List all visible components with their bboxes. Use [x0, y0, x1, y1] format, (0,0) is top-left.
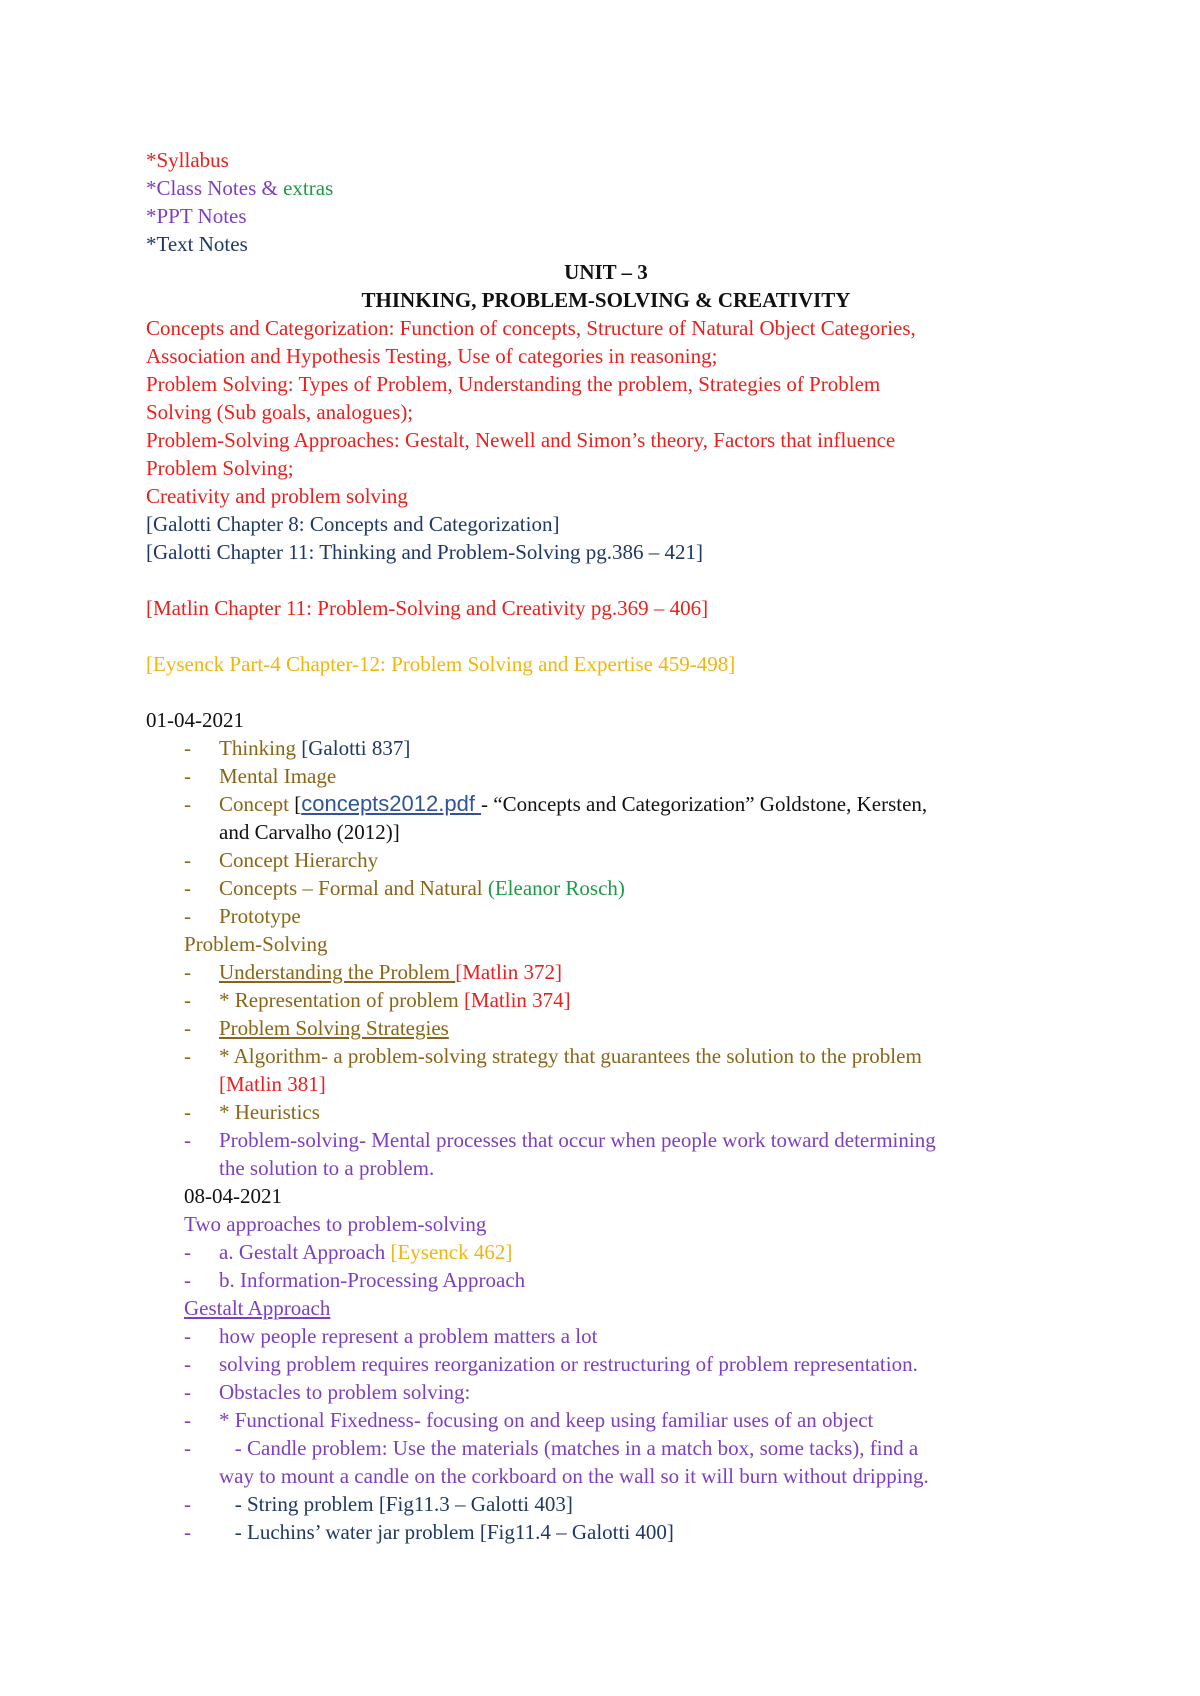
list-item-thinking: - Thinking [Galotti 837] [184, 736, 411, 760]
reference-galotti-ch8: [Galotti Chapter 8: Concepts and Categorization] [146, 512, 560, 536]
list-dash: - [184, 1408, 191, 1432]
list-item-concept-cont: and Carvalho (2012)] [219, 820, 400, 844]
document-page [146, 146, 1066, 1546]
list-item-concept: - Concept [concepts2012.pdf - “Concepts and Categorization” Goldstone, Kersten, [184, 791, 928, 816]
session-date: 01-04-2021 [146, 708, 244, 732]
two-approaches-heading: Two approaches to problem-solving [184, 1212, 487, 1236]
rosch-reference: (Eleanor Rosch) [487, 876, 625, 900]
reference-galotti-ch11: [Galotti Chapter 11: Thinking and Problem-Solving pg.386 – 421] [146, 540, 704, 564]
list-item-representation: - * Representation of problem [Matlin 374] [184, 988, 571, 1012]
syllabus-line: Association and Hypothesis Testing, Use of categories in reasoning; [146, 344, 718, 368]
matlin-372-reference: [Matlin 372] [455, 960, 562, 984]
session-date: 08-04-2021 [184, 1184, 282, 1208]
thinking-reference: [Galotti 837] [301, 736, 411, 760]
list-item-luchins: - - Luchins’ water jar problem [Fig11.4 – Galotti 400] [184, 1520, 674, 1544]
eysenck-462-reference: [Eysenck 462] [390, 1240, 513, 1264]
list-dash: - [184, 1016, 191, 1040]
unit-title: THINKING, PROBLEM-SOLVING & CREATIVITY [361, 288, 851, 312]
list-dash: - [184, 1436, 191, 1460]
syllabus-line: Problem Solving: Types of Problem, Understanding the problem, Strategies of Problem [146, 372, 881, 396]
list-dash: - [184, 1240, 191, 1264]
extras-text: extras [283, 176, 334, 200]
list-dash: - [184, 848, 191, 872]
unit-number: UNIT – 3 [564, 260, 648, 284]
reference-eysenck: [Eysenck Part-4 Chapter-12: Problem Solving and Expertise 459-498] [146, 652, 736, 676]
list-item-heuristics: - * Heuristics [184, 1100, 320, 1124]
list-item-strategies: - Problem Solving Strategies [184, 1016, 449, 1040]
list-item-fixedness: - * Functional Fixedness- focusing on and keep using familiar uses of an object [184, 1408, 874, 1432]
reference-matlin-ch11: [Matlin Chapter 11: Problem-Solving and Creativity pg.369 – 406] [146, 596, 709, 620]
ppt-notes-label: *PPT Notes [146, 204, 247, 228]
list-item-candle: - - Candle problem: Use the materials (matches in a match box, some tacks), find a [184, 1436, 919, 1460]
syllabus-line: Problem-Solving Approaches: Gestalt, Newell and Simon’s theory, Factors that influence [146, 428, 896, 452]
list-item-obstacles: - Obstacles to problem solving: [184, 1380, 471, 1404]
list-dash: - [184, 876, 191, 900]
list-item-candle-cont: way to mount a candle on the corkboard on the wall so it will burn without dripping. [219, 1464, 929, 1488]
list-item-string: - - String problem [Fig11.3 – Galotti 403] [184, 1492, 573, 1516]
syllabus-line: Concepts and Categorization: Function of concepts, Structure of Natural Object Categories, [146, 316, 916, 340]
list-dash: - [184, 988, 191, 1012]
list-item-formal-natural: - Concepts – Formal and Natural (Eleanor Rosch) [184, 876, 625, 900]
list-item-represent: - how people represent a problem matters a lot [184, 1324, 598, 1348]
list-dash: - [184, 736, 191, 760]
concepts-pdf-link[interactable]: concepts2012.pdf [301, 791, 482, 816]
syllabus-line: Solving (Sub goals, analogues); [146, 400, 414, 424]
list-dash: - [184, 960, 191, 984]
list-item-reorganization: - solving problem requires reorganization or restructuring of problem representation. [184, 1352, 918, 1376]
class-notes-text: *Class Notes & [146, 176, 284, 200]
problem-solving-heading: Problem-Solving [184, 932, 328, 956]
syllabus-line: Creativity and problem solving [146, 484, 408, 508]
list-dash: - [184, 904, 191, 928]
list-dash: - [184, 1100, 191, 1124]
syllabus-label: *Syllabus [146, 148, 229, 172]
list-dash: - [184, 1268, 191, 1292]
text-notes-label: *Text Notes [146, 232, 248, 256]
list-dash: - [184, 1352, 191, 1376]
list-dash: - [184, 1324, 191, 1348]
list-item-info-processing: - b. Information-Processing Approach [184, 1268, 526, 1292]
list-item-prototype: - Prototype [184, 904, 301, 928]
gestalt-approach-heading: Gestalt Approach [184, 1296, 331, 1320]
list-dash: - [184, 764, 191, 788]
list-dash: - [184, 1128, 191, 1152]
list-dash: - [184, 1380, 191, 1404]
list-item-gestalt: - a. Gestalt Approach [Eysenck 462] [184, 1240, 513, 1264]
syllabus-line: Problem Solving; [146, 456, 294, 480]
list-dash: - [184, 792, 191, 816]
list-dash: - [184, 1492, 191, 1516]
matlin-374-reference: [Matlin 374] [463, 988, 571, 1012]
list-dash: - [184, 1520, 191, 1544]
list-dash: - [184, 1044, 191, 1068]
list-item-mental-image: - Mental Image [184, 764, 337, 788]
list-item-understanding: - Understanding the Problem [Matlin 372] [184, 960, 562, 984]
list-item-concept-hierarchy: - Concept Hierarchy [184, 848, 379, 872]
matlin-381-reference: [Matlin 381] [219, 1072, 326, 1096]
class-notes-label [146, 174, 1066, 202]
list-item-algorithm: - * Algorithm- a problem-solving strategy that guarantees the solution to the problem [184, 1044, 922, 1068]
list-item-ps-definition-cont: the solution to a problem. [219, 1156, 435, 1180]
list-item-ps-definition: - Problem-solving- Mental processes that occur when people work toward determining [184, 1128, 936, 1152]
